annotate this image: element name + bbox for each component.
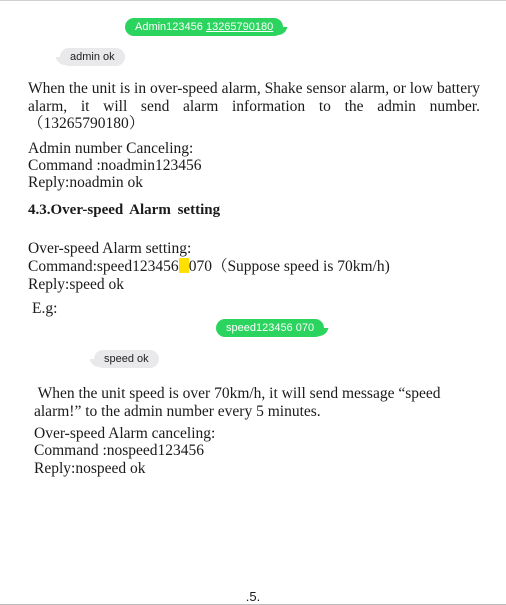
section-heading: 4.3.Over-speed Alarm setting: [28, 202, 221, 218]
received-message-bubble-speed: [94, 350, 159, 368]
speed-cancel-title: Over-speed Alarm canceling:: [34, 425, 216, 442]
phone-number-link[interactable]: 13265790180: [205, 21, 274, 33]
admin-cancel-title: Admin number Canceling:: [28, 140, 194, 157]
received-message-bubble-admin: [60, 48, 125, 66]
speed-cancel-reply: Reply:nospeed ok: [34, 460, 146, 477]
speed-description-line-1: When the unit speed is over 70km/h, it will send message “speed: [34, 385, 441, 402]
admin-cancel-command: Command :noadmin123456: [28, 157, 202, 174]
admin-cancel-reply: Reply:noadmin ok: [28, 174, 143, 191]
received-message-text: admin ok: [70, 51, 115, 63]
sent-message-text: speed123456 070: [226, 322, 315, 334]
command-suffix: 070（Suppose speed is 70km/h): [188, 258, 390, 275]
speed-cancel-command: Command :nospeed123456: [34, 442, 205, 459]
received-message-text: speed ok: [104, 353, 149, 365]
page-number: .5.: [245, 589, 261, 604]
speed-description-line-2: alarm!” to the admin number every 5 minutes.: [34, 403, 321, 420]
overspeed-setting-reply: Reply:speed ok: [28, 276, 124, 293]
command-prefix: Command:speed123456: [28, 258, 179, 275]
sent-message-text: Admin123456: [135, 21, 206, 33]
sent-message-bubble-speed: [216, 319, 324, 337]
sent-message-bubble-admin: [125, 18, 283, 36]
overspeed-setting-title: Over-speed Alarm setting:: [28, 240, 192, 257]
highlighted-space: [179, 258, 189, 273]
page-top-border: [0, 0, 506, 1]
overspeed-setting-command: [28, 258, 390, 275]
alarm-description-paragraph: When the unit is in over-speed alarm, Shake sensor alarm, or low battery alarm, it will send alarm information to the admin number.（13265790180）: [28, 80, 480, 132]
example-label: E.g:: [32, 300, 58, 317]
